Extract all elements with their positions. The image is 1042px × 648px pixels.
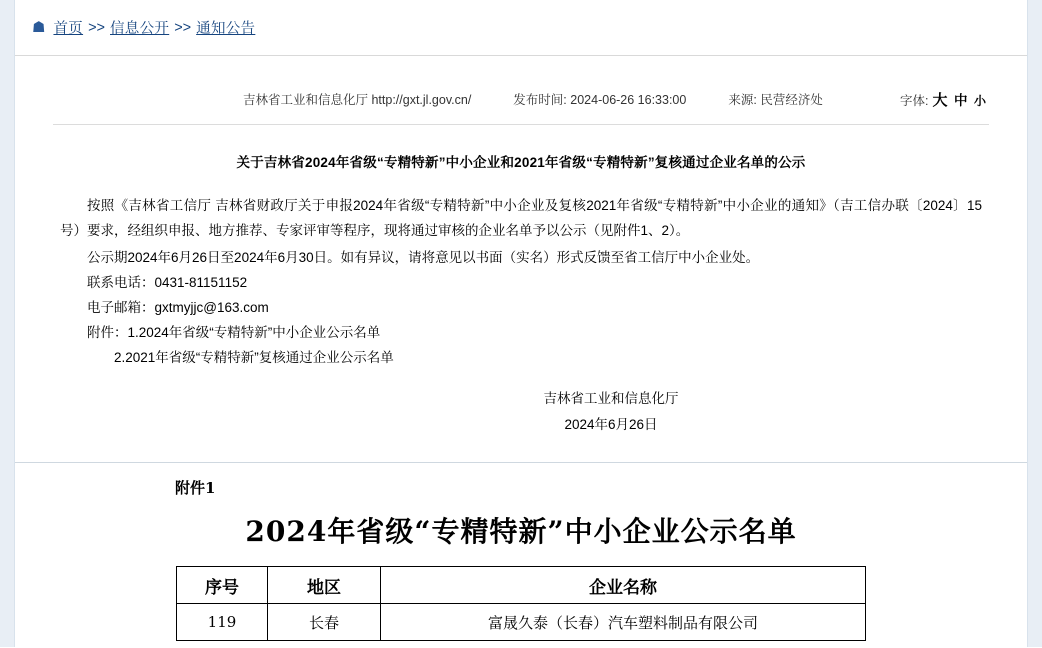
- attachment-title: 2024年省级“专精特新”中小企业公示名单: [245, 515, 797, 548]
- meta-divider: [53, 124, 989, 125]
- table-header-area: 地区: [268, 567, 381, 604]
- signature-date: 2024年6月26日: [564, 417, 658, 432]
- home-icon: ☗: [32, 19, 46, 36]
- font-size-large-button[interactable]: 大: [932, 91, 948, 109]
- company-list-table: [176, 566, 866, 641]
- article-signature: [60, 386, 982, 438]
- article-body: [60, 193, 982, 438]
- table-cell-no: 119: [177, 604, 268, 641]
- table-row: [177, 604, 866, 641]
- article-meta: [15, 84, 1027, 114]
- meta-publish-time: [513, 90, 686, 108]
- meta-publish-label: 发布时间:: [513, 93, 567, 107]
- meta-source-label: 来源:: [728, 93, 757, 107]
- table-cell-company: 富晟久泰（长春）汽车塑料制品有限公司: [381, 604, 866, 641]
- table-header-company: 企业名称: [381, 567, 866, 604]
- article-contact-email: 电子邮箱：gxtmyjjc@163.com: [87, 300, 269, 315]
- table-cell-area: 长春: [268, 604, 381, 641]
- breadcrumb-item-notices[interactable]: 通知公告: [196, 21, 256, 37]
- breadcrumb-item-info-disclosure[interactable]: 信息公开: [110, 21, 170, 37]
- attachment-label: 附件1: [175, 479, 216, 497]
- font-size-control: [900, 89, 989, 110]
- meta-source-value: 民营经济处: [760, 93, 823, 107]
- breadcrumb-separator: >>: [88, 19, 105, 36]
- page-title: 关于吉林省2024年省级“专精特新”中小企业和2021年省级“专精特新”复核通过企业名单的公示: [236, 155, 806, 170]
- meta-source-site: 吉林省工业和信息化厅 http://gxt.jl.gov.cn/: [243, 93, 472, 107]
- font-size-label: 字体:: [900, 93, 929, 108]
- breadcrumb: [15, 0, 1027, 56]
- table-header-row: [177, 567, 866, 604]
- article-contact-phone: 联系电话：0431-81151152: [87, 275, 248, 290]
- meta-publish-value: 2024-06-26 16:33:00: [570, 93, 687, 107]
- meta-source: [728, 90, 822, 108]
- breadcrumb-item-home[interactable]: 首页: [53, 21, 84, 37]
- font-size-small-button[interactable]: 小: [973, 93, 986, 108]
- article-paragraph: 公示期2024年6月26日至2024年6月30日。如有异议，请将意见以书面（实名）形式反馈至省工信厅中小企业处。: [87, 250, 760, 265]
- font-size-medium-button[interactable]: 中: [954, 92, 968, 108]
- table-header-no: 序号: [177, 567, 268, 604]
- breadcrumb-separator: >>: [174, 19, 192, 36]
- article-paragraph: 按照《吉林省工信厅 吉林省财政厅关于申报2024年省级“专精特新”中小企业及复核2021年省级“专精特新”中小企业的通知》（吉工信办联〔2024〕15号）要求，经组织申报、地方推荐、专家评审等程序，现将通过审核的企业名单予以公示（见附件1、2）。: [60, 198, 982, 238]
- signature-organization: 吉林省工业和信息化厅: [543, 391, 679, 406]
- article-attachment-line-2: 2.2021年省级“专精特新”复核通过企业公示名单: [114, 350, 394, 365]
- attachment-preview: [15, 462, 1027, 648]
- article-attachment-line-1: 附件：1.2024年省级“专精特新”中小企业公示名单: [87, 325, 381, 340]
- page-right-edge: [1027, 0, 1042, 647]
- page-left-edge: [0, 0, 15, 647]
